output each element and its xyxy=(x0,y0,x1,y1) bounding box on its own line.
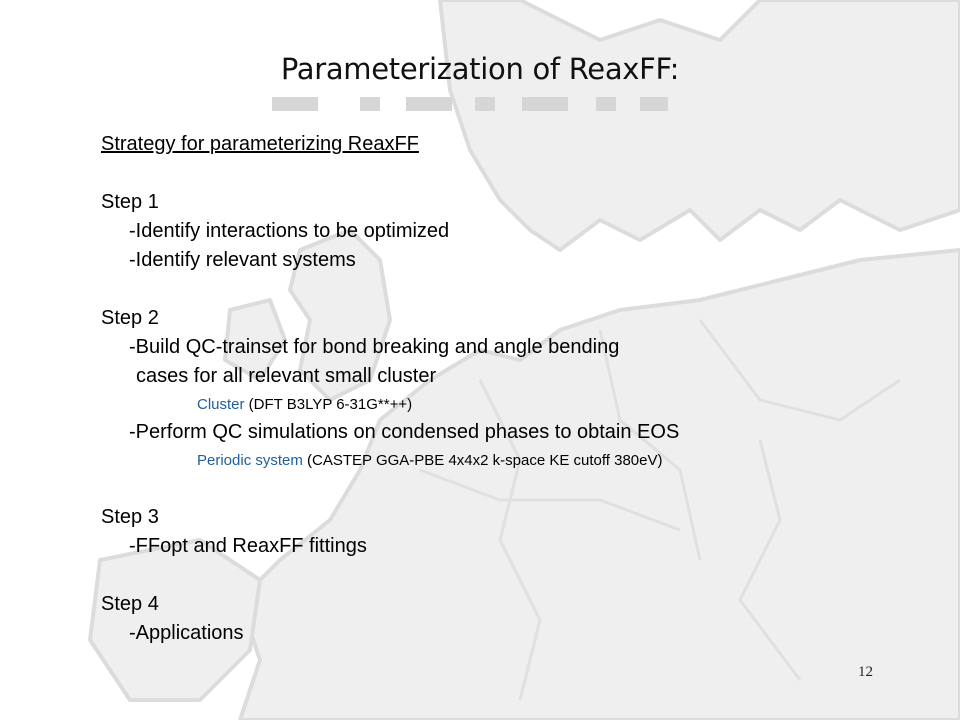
step-1-item: -Identify interactions to be optimized xyxy=(129,220,450,242)
strategy-heading: Strategy for parameterizing ReaxFF xyxy=(101,133,419,155)
periodic-detail: (CASTEP GGA-PBE 4x4x2 k-space KE cutoff 380eV) xyxy=(302,452,663,469)
cluster-note xyxy=(101,391,901,418)
slide-body xyxy=(101,130,901,648)
step-2-item-continued: cases for all relevant small cluster xyxy=(136,365,437,387)
step-4-label: Step 4 xyxy=(101,593,159,615)
cluster-detail: (DFT B3LYP 6-31G**++) xyxy=(244,396,413,413)
slide-title: Parameterization of ReaxFF: xyxy=(280,52,680,86)
title-underline-segment xyxy=(406,97,452,111)
title-underline-segment xyxy=(272,97,318,111)
title-underline-segment xyxy=(360,97,380,111)
title-underline-segment xyxy=(522,97,568,111)
title-underline-segment xyxy=(640,97,668,111)
step-2-label: Step 2 xyxy=(101,307,159,329)
step-1-item: -Identify relevant systems xyxy=(129,249,356,271)
title-underline-segment xyxy=(475,97,495,111)
title-underline-segment xyxy=(596,97,616,111)
periodic-highlight: Periodic system xyxy=(197,452,303,469)
step-4-item: -Applications xyxy=(129,622,244,644)
cluster-highlight: Cluster xyxy=(197,396,245,413)
step-3-label: Step 3 xyxy=(101,506,159,528)
step-2-item: -Build QC-trainset for bond breaking and angle bending xyxy=(129,336,620,358)
step-3-item: -FFopt and ReaxFF fittings xyxy=(129,535,367,557)
step-1-label: Step 1 xyxy=(101,191,159,213)
step-2-item: -Perform QC simulations on condensed phases to obtain EOS xyxy=(129,421,680,443)
periodic-note xyxy=(101,447,901,474)
page-number: 12 xyxy=(858,664,873,680)
